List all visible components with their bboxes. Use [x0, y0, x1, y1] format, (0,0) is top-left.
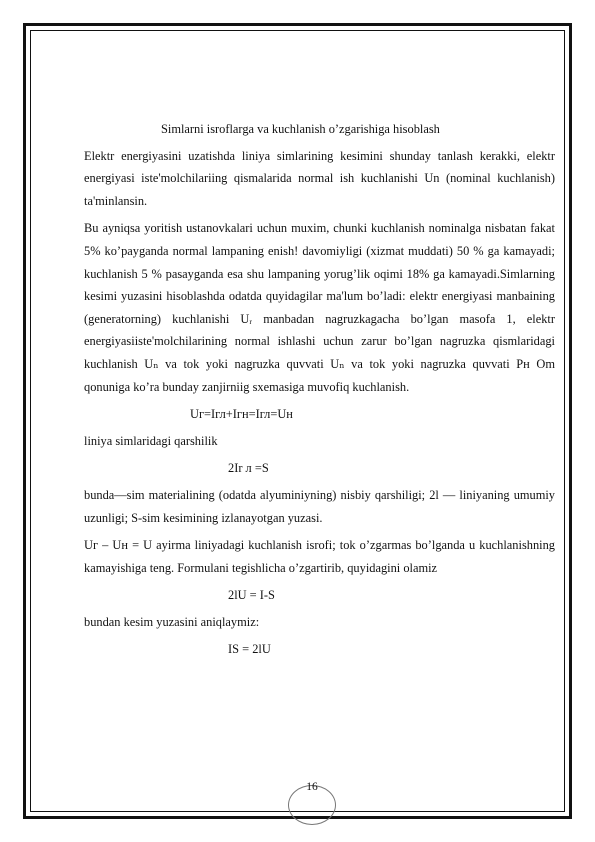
formula-voltage: Uг=Iгл+Iгн=Iгл=Uн	[190, 407, 293, 422]
formula-area: IS = 2lU	[228, 642, 271, 657]
text-line-resistance: liniya simlaridagi qarshilik	[84, 433, 218, 448]
paragraph-definitions: bunda—sim materialining (odatda alyuminiyning) nisbiy qarshiligi; 2l — liniyaning umumiy uzunligi; S-sim kesimining izlanayotgan yuzasi.	[84, 487, 555, 525]
paragraph-2: Bu ayniqsa yoritish ustanovkalari uchun muxim, chunki kuchlanish nominalga nisbatan fakat 5% ko’payganda normal lampaning enish! davomiyligi (xizmat muddati) 50 % ga kamayadi; kuchlanish 5 % pasayganda esa shu lampaning yorug’lik oqimi 18% ga kamayadi.Simlarning kesimi yuzasini hisoblashda odatda quyidagilar ma'lum bo’ladi: elektr energiyasi manbaining (generatorning) kuchlanishi Uᵣ manbadan nagruzkagacha bo’lgan masofa 1, elektr energiyasiiste'molchilarining normal ishlashi uchun zarur bo’lgan nagruzka qismlaridagi kuchlanish Uₙ va tok yoki nagruzka quvvati Uₙ va tok yoki nagruzka quvvati Pн Om qonuniga ko’ra bunday zanjirniig sxemasiga muvofiq kuchlanish.	[84, 221, 555, 394]
paragraph-1: Elektr energiyasini uzatishda liniya simlarining kesimini shunday tanlash kerakki, elektr energiyasi iste'molchilariing qismalarida normal ish kuchlanishi Un (nominal kuchlanish) ta'minlansin.	[84, 148, 555, 208]
page-number: 16	[306, 781, 318, 793]
document-body	[84, 118, 555, 665]
formula-loss: 2lU = I-S	[228, 588, 275, 603]
formula-resistance: 2Ir л =S	[228, 461, 269, 476]
paragraph-voltage-loss: Uг – Uн = U ayirma liniyadagi kuchlanish isrofi; tok o’zgarmas bo’lganda u kuchlanishning kamayishiga teng. Formulani tegishlicha o’zgartirib, quyidagini olamiz	[84, 538, 555, 575]
section-title: Simlarni isroflarga va kuchlanish o’zgarishiga hisoblash	[161, 122, 440, 136]
text-determine-area: bundan kesim yuzasini aniqlaymiz:	[84, 614, 260, 629]
